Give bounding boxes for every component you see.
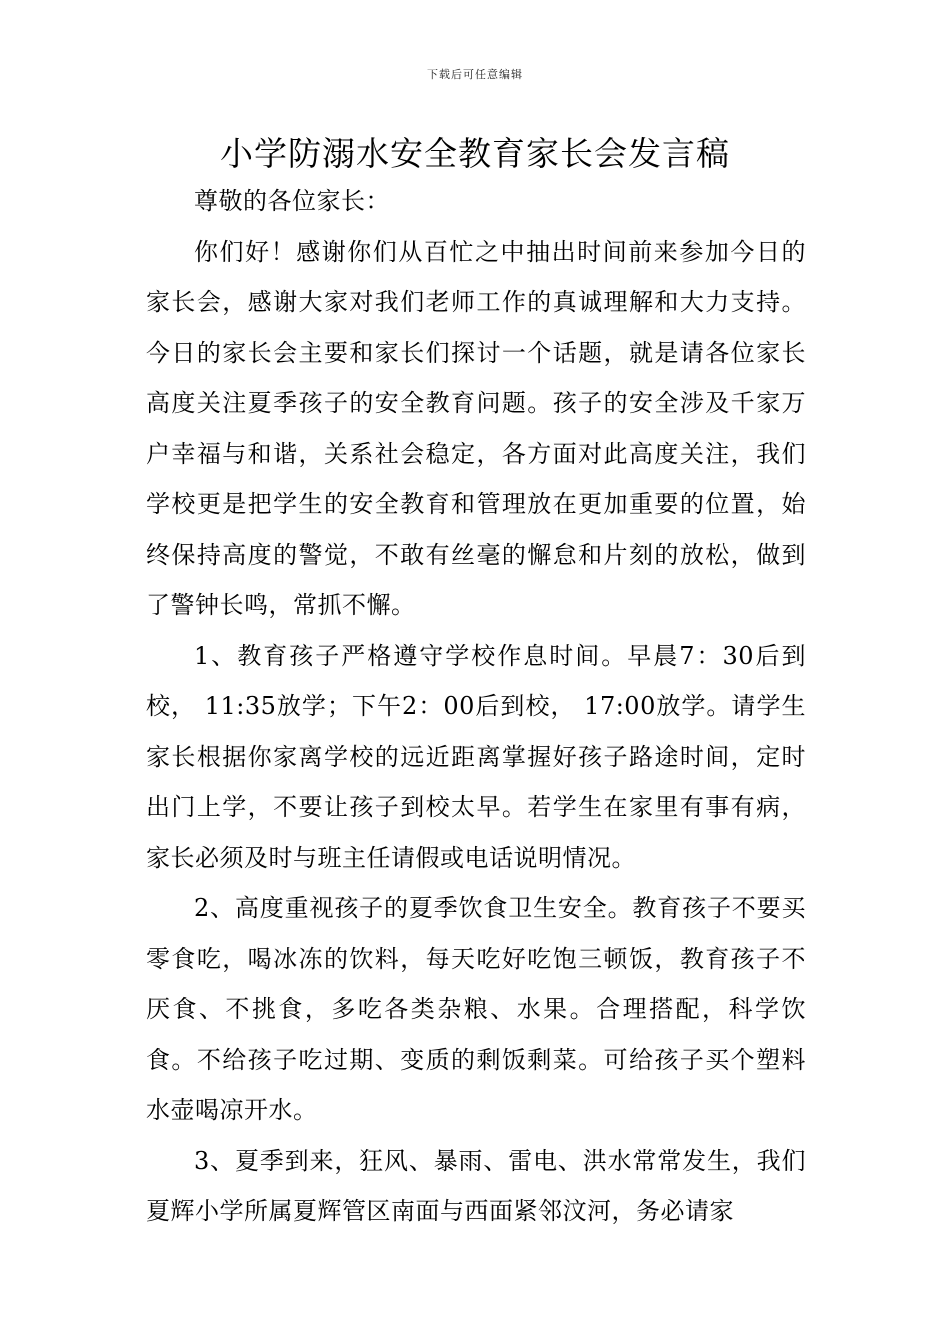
- paragraph-intro: 你们好！感谢你们从百忙之中抽出时间前来参加今日的家长会，感谢大家对我们老师工作的真诚理解和大力支持。今日的家长会主要和家长们探讨一个话题，就是请各位家长高度关注夏季孩子的安全教育问题。孩子的安全涉及千家万户幸福与和谐，关系社会稳定，各方面对此高度关注，我们学校更是把学生的安全教育和管理放在更加重要的位置，始终保持高度的警觉，不敢有丝毫的懈怠和片刻的放松，做到了警钟长鸣，常抓不懈。: [146, 237, 806, 619]
- header-note: 下载后可任意编辑: [427, 68, 523, 81]
- paragraph-item-2: 2、高度重视孩子的夏季饮食卫生安全。教育孩子不要买零食吃，喝冰冻的饮料，每天吃好吃饱三顿饭，教育孩子不厌食、不挑食，多吃各类杂粮、水果。合理搭配，科学饮食。不给孩子吃过期、变质的剩饭剩菜。可给孩子买个塑料水壶喝凉开水。: [146, 894, 806, 1124]
- document-title: 小学防溺水安全教育家长会发言稿: [220, 134, 730, 173]
- paragraph-item-1: 1、教育孩子严格遵守学校作息时间。早晨7：30后到校， 11:35放学；下午2：00后到校， 17:00放学。请学生家长根据你家离学校的远近距离掌握好孩子路途时间，定时出门上学，不要让孩子到校太早。若学生在家里有事有病，家长必须及时与班主任请假或电话说明情况。: [146, 641, 806, 872]
- salutation: 尊敬的各位家长：: [194, 187, 390, 215]
- paragraph-item-3: 3、夏季到来，狂风、暴雨、雷电、洪水常常发生，我们夏辉小学所属夏辉管区南面与西面紧邻汶河，务必请家: [146, 1146, 806, 1225]
- document-body: [146, 176, 806, 1237]
